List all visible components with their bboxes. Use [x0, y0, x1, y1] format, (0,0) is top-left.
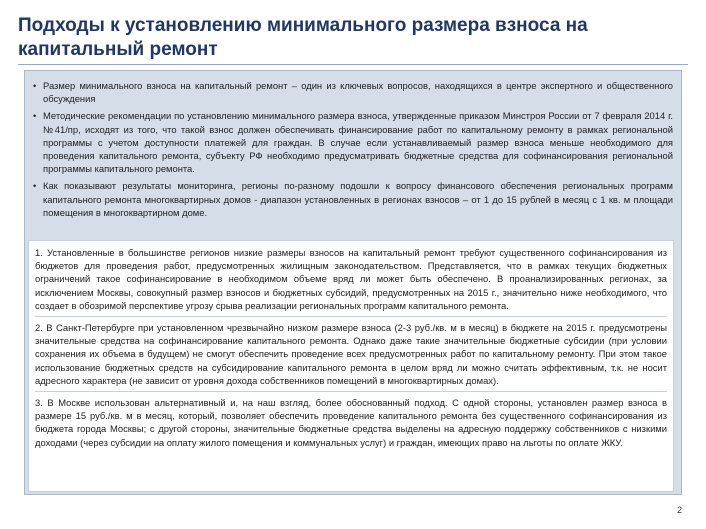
- bullet-item: [33, 179, 673, 219]
- bullet-text: Методические рекомендации по установлению минимального размера взноса, утвержденные приказом Минстроя России от 7 февраля 2014 г. №41/пр, исходят из того, что такой взнос должен обеспечивать финансирование работ по капитальному ремонту в рамках региональной программы с учетом доступности платежей для граждан. В случае если устанавливаемый размер взноса меньше необходимого для проведения капитального ремонта, субъекту РФ необходимо предусматривать бюджетные средства для софинансирования региональной программы капитального ремонта.: [43, 110, 673, 175]
- bullet-text: Как показывают результаты мониторинга, регионы по-разному подошли к вопросу финансового обеспечения региональных программ капитального ремонта многоквартирных домов - диапазон установленных в регионах взносов – от 1 до 15 рублей в месяц с 1 кв. м площади помещения в многоквартирном доме.: [43, 180, 673, 218]
- finding-3: 3. В Москве использован альтернативный и, на наш взгляд, более обоснованный подход. С одной стороны, установлен размер взноса в размере 15 руб./кв. м в месяц, который, позволяет обеспечить проведение капитального ремонта без существенного софинансирования из бюджета города Москвы; с другой стороны, значительные бюджетные средства выделены на адресную поддержку собственников с низкими доходами (через субсидии на оплату жилого помещения и коммунальных услуг) и граждан, имеющих право на льготы по оплате ЖКУ.: [35, 397, 667, 448]
- slide-title: Подходы к установлению минимального размера взноса на капитальный ремонт: [18, 15, 588, 60]
- bullet-marker-icon: •: [33, 80, 37, 91]
- finding-1: 1. Установленные в большинстве регионов низкие размеры взносов на капитальный ремонт требуют существенного софинансирования из бюджетов для проведения работ, предусмотренных жилищным законодательством. Представляется, что в рамках текущих бюджетных ограничений такое софинансирование в необходимом объеме вряд ли может быть обеспечено. В проанализированных регионах, за исключением Москвы, совокупный размер взносов и бюджетных субсидий, предусмотренных на 2015 г., значительно ниже необходимого, что создает в обозримой перспективе угрозу срыва реализации региональных программ капитального ремонта.: [35, 247, 667, 311]
- bullet-marker-icon: •: [33, 180, 37, 192]
- bullet-item: [33, 109, 673, 175]
- bullet-item: [33, 79, 673, 105]
- findings-panel: [28, 240, 674, 492]
- finding-divider: [35, 391, 667, 392]
- page-number: 2: [676, 505, 682, 515]
- finding-2: 2. В Санкт-Петербурге при установленном чрезвычайно низком размере взноса (2-3 руб./кв. м в месяц) в бюджете на 2015 г. предусмотрены значительные средства на софинансирование капитального ремонта. Однако даже такие значительные бюджетные субсидии (при условии сохранения их объема в будущем) не смогут обеспечить проведение всех предусмотренных работ по капитальному ремонту. При этом такое использование бюджетных средств на субсидирование капитального ремонта в целом вряд ли можно считать эффективным, т.к. не носит адресного характера (не зависит от уровня дохода собственников помещений в многоквартирных домах).: [35, 322, 667, 386]
- finding-divider: [35, 316, 667, 317]
- bullet-text: Размер минимального взноса на капитальный ремонт – один из ключевых вопросов, находящихся в центре экспертного и общественного обсуждения: [43, 80, 673, 105]
- bullet-marker-icon: •: [33, 110, 37, 122]
- title-divider: [18, 64, 688, 65]
- bullet-list: [33, 79, 673, 223]
